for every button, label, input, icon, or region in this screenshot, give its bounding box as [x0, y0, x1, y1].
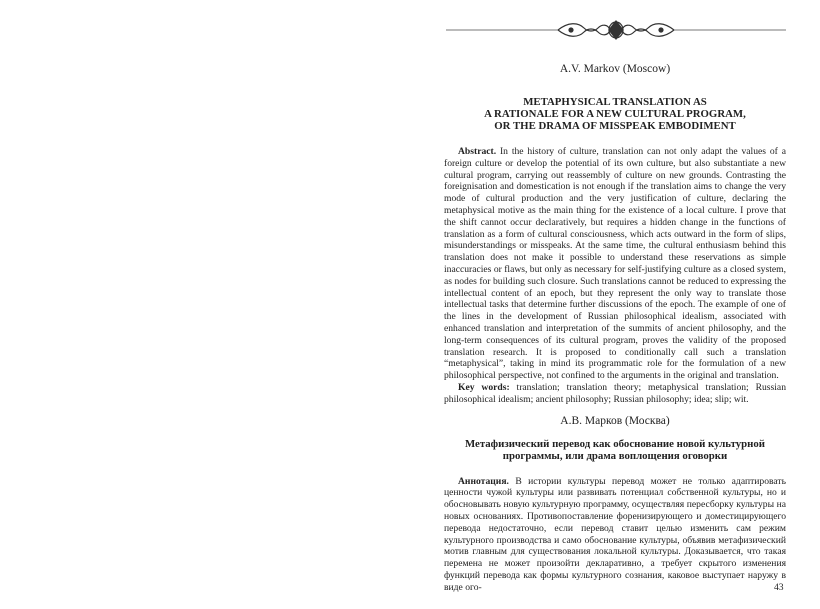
keywords-text: translation; translation theory; metaphysical translation; Russian philosophical idealism; ancient philosophy; Russian philosophy; idea; slip; wit.	[444, 381, 786, 405]
abstract-text: В истории культуры перевод может не только адаптировать ценности чужой культуры или развивать потенциал собственной культуры, но и обосновывать новую культурную программу, осуществляя пересборку культуры на новых основаниях. Противопоставление форенизирующего и доместицирующего перевода недостаточно, если перевод ставит целью изменить сам режим культурного производства и само обоснование культуры, объявив метафизический мотив главным для существования локальной культуры. Доказывается, что такая перемена не может произойти декларативно, а требует скрытого изменения функций перевода как формы культурного сознания, каковое выступает наружу в виде ого-	[444, 475, 786, 593]
title-line: METAPHYSICAL TRANSLATION AS	[523, 96, 707, 108]
article-title-en	[444, 96, 786, 132]
abstract-ru	[444, 476, 786, 594]
decorative-ornament-icon	[446, 19, 786, 41]
keywords-en	[444, 382, 786, 406]
title-line: программы, или драма воплощения оговорки	[502, 449, 728, 462]
title-line: Метафизический перевод как обоснование новой культурной	[464, 437, 766, 450]
author-ru: А.В. Марков (Москва)	[560, 414, 670, 427]
article-title-ru	[444, 438, 786, 462]
abstract-label: Abstract.	[458, 146, 497, 157]
page-number: 43	[774, 582, 784, 593]
abstract-text: In the history of culture, translation can not only adapt the values of a foreign culture or develop the potential of its own culture, but also substantiate a new cultural program, carrying out reassembly of culture on new grounds. Contrasting the foreignisation and domestication is not enough if the translation aims to change the very mode of cultural production and the very justification of culture, declaring the metaphysical motive as the main thing for the existence of a local culture. I prove that the shift cannot occur declaratively, but requires a hidden change in the functions of translation as a form of cultural consciousness, which acts outward in the form of slips, misunderstandings or misspeaks. At the same time, the cultural enthusiasm behind this translation does not make it possible to understand these reservations as simple inaccuracies or flaws, but only as necessary for self-justifying culture as a closed system, as nodes for building such closure. Such translations cannot be reduced to expressing the intellectual content of an epoch, but they represent the only way to translate those intellectual tasks that determine further discussions of the epoch. The example of one of the lines in the development of Russian philosophical idealism, associated with enhanced translation and interpretation of the summits of ancient philosophy, and the long-term consequences of its cultural program, proves the validity of the proposed translation research. It is proposed to conditionally call such a translation “metaphysical”, taking in mind its programmatic role for the formulation of a new philosophical perspective, not confined to the arguments in the original and translation.	[444, 146, 786, 382]
abstract-label: Аннотация.	[458, 475, 509, 487]
article-page	[444, 62, 786, 594]
title-line: OR THE DRAMA OF MISSPEAK EMBODIMENT	[494, 120, 736, 132]
abstract-en	[444, 146, 786, 382]
title-line: A RATIONALE FOR A NEW CULTURAL PROGRAM,	[484, 108, 746, 120]
author-en: A.V. Markov (Moscow)	[559, 63, 671, 75]
keywords-label: Key words:	[458, 381, 510, 393]
